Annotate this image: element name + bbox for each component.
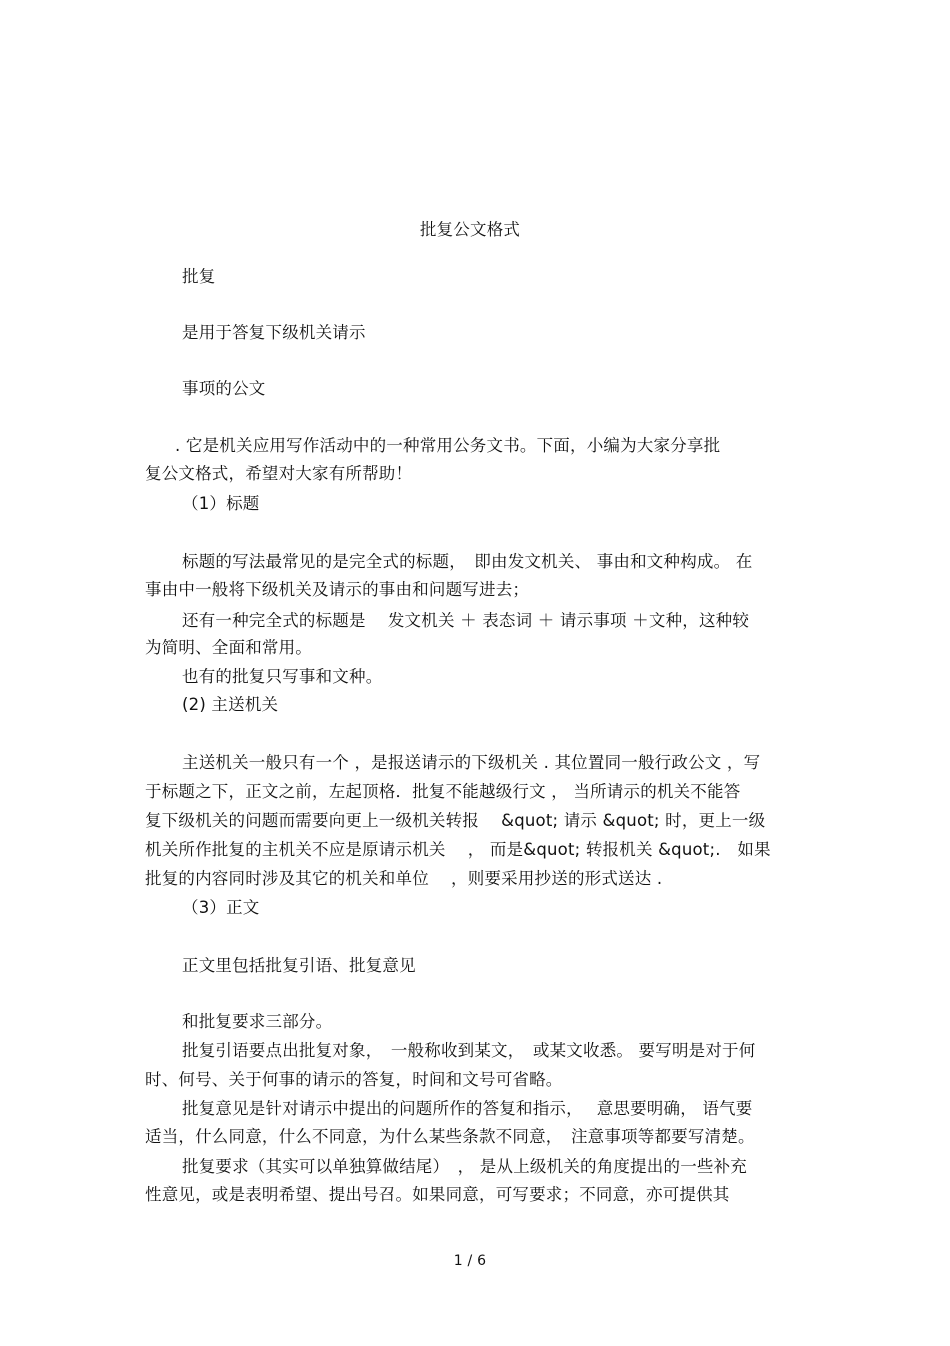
paragraph-line: 机关所作批复的主机关不应是原请示机关 ， 而是&quot; 转报机关 &quot;. 如果 <box>145 840 771 859</box>
paragraph-line: 复公文格式，希望对大家有所帮助！ <box>145 464 413 483</box>
paragraph-line: 批复的内容同时涉及其它的机关和单位 ，则要采用抄送的形式送达 . <box>145 869 663 888</box>
paragraph-line: 复下级机关的问题而需要向更上一级机关转报 &quot; 请示 &quot; 时，更上一级 <box>145 811 766 830</box>
paragraph-line: . 它是机关应用写作活动中的一种常用公务文书。下面，小编为大家分享批 <box>175 436 721 455</box>
paragraph-line: 主送机关一般只有一个 ，是报送请示的下级机关 . 其位置同一般行政公文 ，写 <box>182 753 761 772</box>
paragraph-line: 事由中一般将下级机关及请示的事由和问题写进去； <box>145 580 530 599</box>
paragraph-line: 和批复要求三部分。 <box>182 1012 333 1031</box>
paragraph-line: 于标题之下，正文之前，左起顶格．批复不能越级行文 ， 当所请示的机关不能答 <box>145 782 741 801</box>
paragraph-line: 批复引语要点出批复对象， 一般称收到某文， 或某文收悉。 要写明是对于何 <box>182 1041 756 1060</box>
paragraph-line: 也有的批复只写事和文种。 <box>182 667 383 686</box>
paragraph-line: 性意见，或是表明希望、提出号召。如果同意，可写要求；不同意，亦可提供其 <box>145 1185 730 1204</box>
paragraph-line: 还有一种完全式的标题是 发文机关 ＋ 表态词 ＋ 请示事项 ＋文种，这种较 <box>182 611 750 630</box>
paragraph-line: 批复要求（其实可以单独算做结尾） ， 是从上级机关的角度提出的一些补充 <box>182 1157 747 1176</box>
paragraph-line: 批复意见是针对请示中提出的问题所作的答复和指示， 意思要明确， 语气要 <box>182 1099 753 1118</box>
paragraph-line: 为简明、全面和常用。 <box>145 638 312 657</box>
paragraph-line: 是用于答复下级机关请示 <box>182 323 366 342</box>
section-heading: (2) 主送机关 <box>182 695 279 714</box>
paragraph-line: 批复 <box>182 267 216 286</box>
paragraph-line: 时、何号、关于何事的请示的答复，时间和文号可省略。 <box>145 1070 563 1089</box>
paragraph-line: 事项的公文 <box>182 379 266 398</box>
paragraph-line: 正文里包括批复引语、批复意见 <box>182 956 416 975</box>
paragraph-line: 适当，什么同意，什么不同意，为什么某些条款不同意， 注意事项等都要写清楚。 <box>145 1127 755 1146</box>
section-heading: （3）正文 <box>182 898 260 917</box>
page-number: 1 / 6 <box>453 1253 487 1269</box>
section-heading: （1）标题 <box>182 494 260 513</box>
document-title: 批复公文格式 <box>419 220 521 239</box>
paragraph-line: 标题的写法最常见的是完全式的标题， 即由发文机关、 事由和文种构成。 在 <box>182 552 753 571</box>
